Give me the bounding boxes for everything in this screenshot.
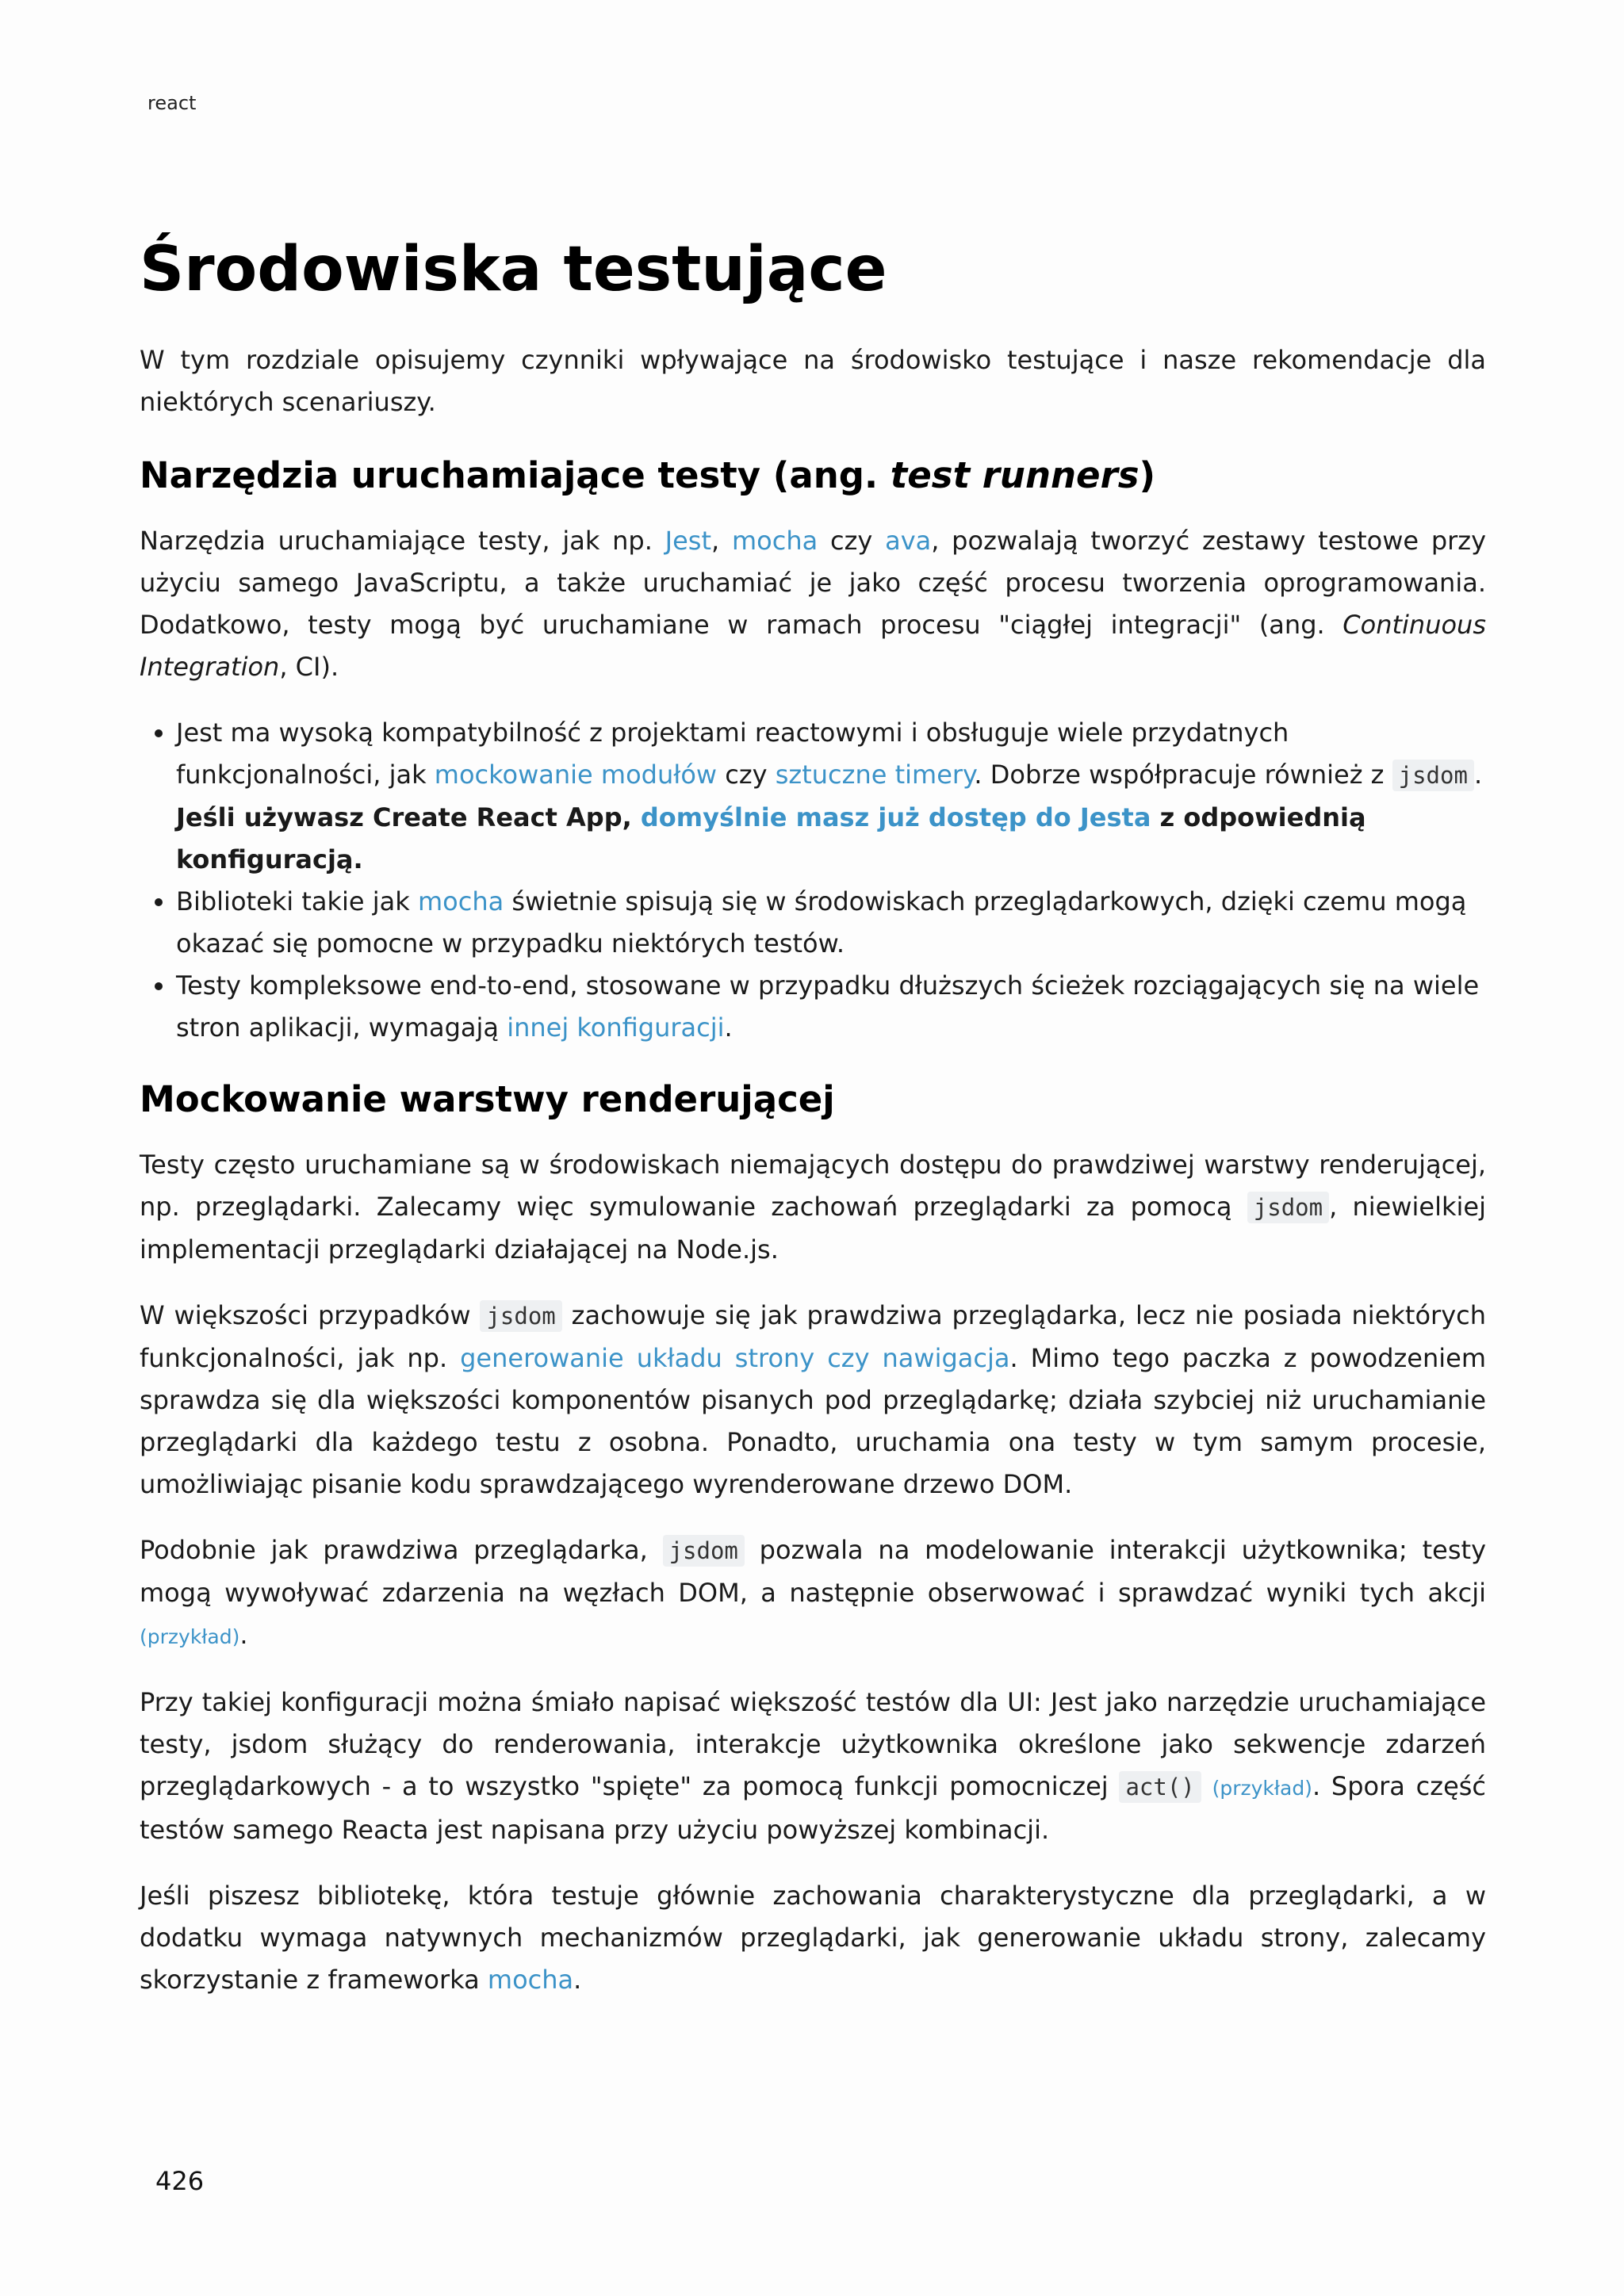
emphasis: Continuous Integration [140,610,1486,682]
section-heading-test-runners [140,452,1486,499]
mocking-paragraph-1 [140,1144,1486,1271]
list-item [176,712,1486,881]
text: Testy kompleksowe end-to-end, stosowane w przypadku dłuższych ścieżek rozciągających się na wiele stron aplikacji, wymagają [176,970,1480,1043]
text: . [724,1012,733,1043]
text: Przy takiej konfiguracji można śmiało napisać większość testów dla UI: Jest jako narzędzie uruchamiające testy, jsdom służący do renderowania, interakcje użytkownika określone jako sekwencje zdarzeń przeglądarkowych - a to wszystko "spięte" za pomocą funkcji pomocniczej [140,1687,1486,1801]
text: . [239,1620,248,1650]
text: świetnie spisują się w środowiskach przeglądarkowych, dzięki czemu mogą okazać się pomocne w przypadku niektórych testów. [176,886,1467,959]
link-other-config[interactable]: innej konfiguracji [507,1012,725,1043]
text: Jeśli piszesz bibliotekę, która testuje głównie zachowania charakterystyczne dla przeglądarki, a w dodatku wymaga natywnych mechanizmów przeglądarki, jak generowanie układu strony, zalecamy skorzystanie z frameworka [140,1881,1486,1995]
text: . Dobrze współpracuje również z [974,760,1392,790]
mocking-paragraph-4 [140,1682,1486,1851]
link-jest[interactable]: Jest [665,526,712,556]
text: Jeśli używasz Create React App, [176,802,641,832]
runners-paragraph [140,520,1486,688]
text: , pozwalają tworzyć zestawy testowe przy użyciu samego JavaScriptu, a także uruchamiać je jako część procesu tworzenia oprogramowania. Dodatkowo, testy mogą być uruchamiane w ramach procesu "ciągłej integracji" (ang. [140,526,1487,640]
link-mocha[interactable]: mocha [417,886,504,916]
text: Testy często uruchamiane są w środowiskach niemających dostępu do prawdziwej warstwy renderującej, np. przeglądarki. Zalecamy więc symulowanie zachowań przeglądarki za pomocą [140,1150,1486,1222]
text: zachowuje się jak prawdziwa przeglądarka, lecz nie posiada niektórych funkcjonalności, jak np. [140,1300,1487,1373]
text [1201,1771,1212,1801]
text: Biblioteki takie jak [176,886,418,916]
mocking-paragraph-5 [140,1875,1486,2001]
link-ava[interactable]: ava [885,526,932,556]
page-number: 426 [155,2166,205,2196]
text: pozwala na modelowanie interakcji użytkownika; testy mogą wywoływać zdarzenia na węzłach DOM, a następnie obserwować i sprawdzać wyniki tych akcji [140,1535,1486,1608]
inline-code: jsdom [480,1300,561,1332]
text: . [1473,760,1483,790]
link-cra-jest[interactable]: domyślnie masz już dostęp do Jesta [640,802,1151,832]
link-example[interactable]: (przykład) [140,1625,240,1648]
text: , [711,526,732,556]
text: Narzędzia uruchamiające testy, jak np. [140,526,665,556]
link-fake-timers[interactable]: sztuczne timery [775,760,975,790]
text: Podobnie jak prawdziwa przeglądarka, [140,1535,663,1565]
runners-list [140,712,1486,1049]
text: czy [818,526,886,556]
running-header: react [147,92,197,114]
link-layout-navigation[interactable]: generowanie układu strony czy nawigacja [460,1343,1010,1373]
link-mocha[interactable]: mocha [731,526,818,556]
text: W większości przypadków [140,1300,481,1330]
list-item [176,965,1486,1049]
text: , niewielkiej implementacji przeglądarki działającej na Node.js. [140,1192,1487,1265]
inline-code: jsdom [1247,1192,1329,1223]
text: Jest ma wysoką kompatybilność z projektami reactowymi i obsługuje wiele przydatnych funkcjonalności, jak [176,718,1289,790]
heading-text: Narzędzia uruchamiające testy (ang. [140,454,891,496]
text: . [573,1965,582,1995]
heading-emphasis: test runners [890,454,1139,496]
text: . Mimo tego paczka z powodzeniem sprawdza się dla większości komponentów pisanych pod przeglądarkę; działa szybciej niż uruchamianie przeglądarki dla każdego testu z osobna. Ponadto, uruchamia ona testy w tym samym procesie, umożliwiając pisanie kodu sprawdzającego wyrenderowane drzewo DOM. [140,1343,1487,1499]
section-heading-mocking: Mockowanie warstwy renderującej [140,1078,835,1120]
mocking-paragraph-3 [140,1529,1486,1658]
text: z odpowiednią konfiguracją. [176,802,1366,874]
text: , CI). [279,652,339,682]
page-title: Środowiska testujące [140,234,887,305]
link-mocha[interactable]: mocha [487,1965,574,1995]
list-item [176,881,1486,965]
inline-code: jsdom [663,1535,745,1567]
intro-paragraph: W tym rozdziale opisujemy czynniki wpływające na środowisko testujące i nasze rekomendacje dla niektórych scenariuszy. [140,345,1486,417]
inline-code: jsdom [1392,760,1474,791]
text: czy [717,760,776,790]
link-mocking-modules[interactable]: mockowanie modułów [434,760,718,790]
link-example[interactable]: (przykład) [1212,1777,1312,1800]
page-content [140,230,1486,2001]
inline-code: act() [1119,1771,1201,1803]
mocking-paragraph-2 [140,1295,1486,1506]
heading-text-suffix: ) [1139,454,1156,496]
text: . Spora część testów samego Reacta jest napisana przy użyciu powyższej kombinacji. [140,1771,1487,1845]
bold-text [176,802,1366,874]
